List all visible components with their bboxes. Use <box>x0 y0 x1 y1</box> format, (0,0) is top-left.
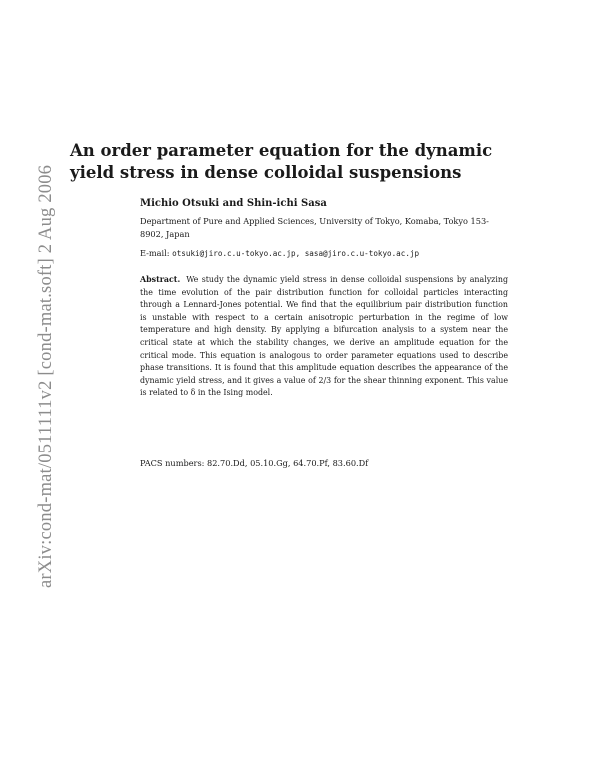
email-line <box>140 248 419 258</box>
email-label: E-mail: <box>140 248 170 258</box>
abstract <box>140 274 508 400</box>
affiliation: Department of Pure and Applied Sciences, University of Tokyo, Komaba, Tokyo 153-8902, Japan <box>140 216 489 239</box>
abstract-text: We study the dynamic yield stress in dense colloidal suspensions by analyzing the time evolution of the pair distribution function for colloidal particles interacting through a Lennard-Jones potential. We find that the equilibrium pair distribution function is unstable with respect to a certain anisotropic perturbation in the regime of low temperature and high density. By applying a bifurcation analysis to a system near the critical state at which the stability changes, we derive an amplitude equation for the critical mode. This equation is analogous to order parameter equations used to describe phase transitions. It is found that this amplitude equation describes the appearance of the dynamic yield stress, and it gives a value of 2/3 for the shear thinning exponent. This value is related to δ in the Ising model. <box>140 275 508 398</box>
paper-title: An order parameter equation for the dynamic yield stress in dense colloidal suspensions <box>70 141 493 182</box>
abstract-label: Abstract. <box>140 275 181 284</box>
email-addresses: otsuki@jiro.c.u-tokyo.ac.jp, sasa@jiro.c.u-tokyo.ac.jp <box>172 249 420 258</box>
author-list: Michio Otsuki and Shin-ichi Sasa <box>140 198 327 209</box>
pacs-numbers: PACS numbers: 82.70.Dd, 05.10.Gg, 64.70.Pf, 83.60.Df <box>140 458 369 468</box>
arxiv-identifier: arXiv:cond-mat/0511111v2 [cond-mat.soft] 2 Aug 2006 <box>36 164 56 588</box>
